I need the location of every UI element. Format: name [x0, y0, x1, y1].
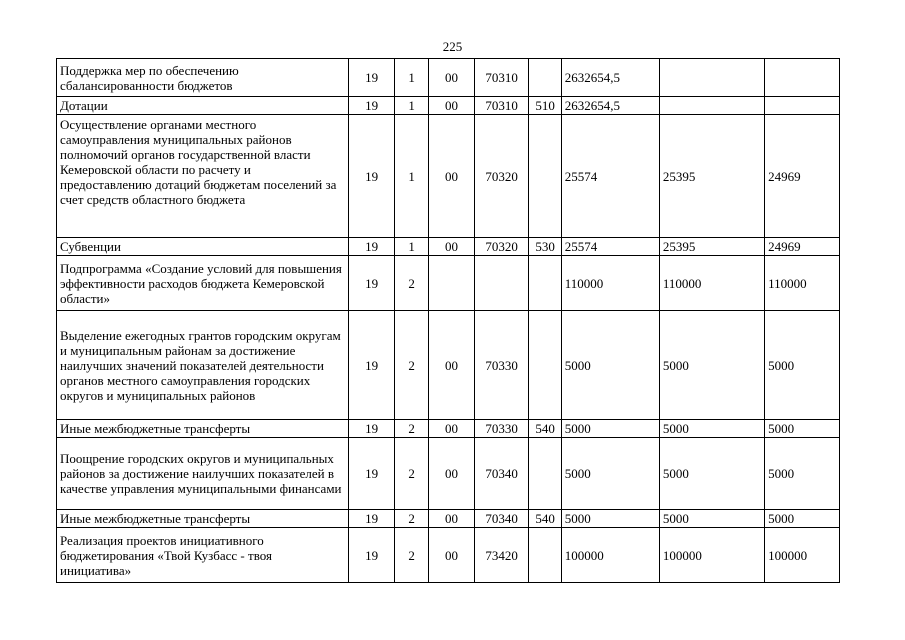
- row-code: 19: [349, 438, 395, 510]
- table-row: [57, 256, 840, 311]
- row-name: Осуществление органами местного самоуправления муниципальных районов полномочий органов государственной власти Кемеровской области по расчету и предоставлению дотаций бюджетам поселений за счет средств областного бюджета: [57, 115, 349, 238]
- row-group: 00: [429, 311, 475, 420]
- row-value-1: 2632654,5: [561, 59, 659, 97]
- table-row: [57, 59, 840, 97]
- row-value-3: [765, 97, 840, 115]
- row-group: [429, 256, 475, 311]
- row-sub: 1: [394, 115, 428, 238]
- row-code: 19: [349, 59, 395, 97]
- row-value-1: 5000: [561, 311, 659, 420]
- page-number: 225: [442, 39, 463, 54]
- row-value-2: 5000: [659, 438, 764, 510]
- row-code: 19: [349, 420, 395, 438]
- row-code: 19: [349, 256, 395, 311]
- row-value-1: 5000: [561, 438, 659, 510]
- table-row: [57, 311, 840, 420]
- row-value-2: 25395: [659, 115, 764, 238]
- row-sub: 1: [394, 59, 428, 97]
- row-name: Иные межбюджетные трансферты: [57, 510, 349, 528]
- row-group: 00: [429, 510, 475, 528]
- row-value-3: 5000: [765, 510, 840, 528]
- row-name: Подпрограмма «Создание условий для повышения эффективности расходов бюджета Кемеровской области»: [57, 256, 349, 311]
- row-csr: 70330: [474, 311, 529, 420]
- row-value-1: 100000: [561, 528, 659, 583]
- row-name: Дотации: [57, 97, 349, 115]
- row-sub: 2: [394, 438, 428, 510]
- row-sub: 1: [394, 97, 428, 115]
- row-vr: [529, 528, 561, 583]
- row-csr: 70330: [474, 420, 529, 438]
- row-vr: [529, 115, 561, 238]
- row-vr: [529, 438, 561, 510]
- row-group: 00: [429, 238, 475, 256]
- row-name: Иные межбюджетные трансферты: [57, 420, 349, 438]
- row-value-1: 5000: [561, 510, 659, 528]
- row-code: 19: [349, 311, 395, 420]
- row-group: 00: [429, 420, 475, 438]
- row-group: 00: [429, 438, 475, 510]
- row-sub: 2: [394, 528, 428, 583]
- table-row: [57, 238, 840, 256]
- budget-table: [56, 58, 840, 583]
- row-vr: [529, 311, 561, 420]
- row-value-2: 100000: [659, 528, 764, 583]
- row-csr: 70320: [474, 115, 529, 238]
- row-name: Поощрение городских округов и муниципальных районов за достижение наилучших показателей в качестве управления муниципальными финансами: [57, 438, 349, 510]
- row-csr: 70310: [474, 97, 529, 115]
- row-group: 00: [429, 115, 475, 238]
- row-name: Поддержка мер по обеспечению сбалансированности бюджетов: [57, 59, 349, 97]
- row-value-2: 5000: [659, 420, 764, 438]
- row-sub: 2: [394, 420, 428, 438]
- row-csr: 73420: [474, 528, 529, 583]
- row-value-3: 5000: [765, 311, 840, 420]
- row-value-2: [659, 59, 764, 97]
- row-vr: 540: [529, 510, 561, 528]
- row-value-2: [659, 97, 764, 115]
- table-row: [57, 115, 840, 238]
- table-row: [57, 97, 840, 115]
- row-vr: 530: [529, 238, 561, 256]
- row-sub: 1: [394, 238, 428, 256]
- row-sub: 2: [394, 311, 428, 420]
- row-vr: [529, 256, 561, 311]
- row-code: 19: [349, 510, 395, 528]
- row-name: Субвенции: [57, 238, 349, 256]
- row-group: 00: [429, 97, 475, 115]
- row-name: Выделение ежегодных грантов городским округам и муниципальным районам за достижение наилучших значений показателей деятельности органов местного самоуправления городских округов и муниципальных районов: [57, 311, 349, 420]
- row-csr: 70320: [474, 238, 529, 256]
- row-csr: 70340: [474, 510, 529, 528]
- row-vr: [529, 59, 561, 97]
- row-value-2: 5000: [659, 510, 764, 528]
- row-name: Реализация проектов инициативного бюджетирования «Твой Кузбасс - твоя инициатива»: [57, 528, 349, 583]
- row-sub: 2: [394, 256, 428, 311]
- table-row: [57, 438, 840, 510]
- row-value-3: 24969: [765, 115, 840, 238]
- table-row: [57, 510, 840, 528]
- row-value-1: 110000: [561, 256, 659, 311]
- row-code: 19: [349, 97, 395, 115]
- row-csr: 70310: [474, 59, 529, 97]
- row-value-3: 5000: [765, 438, 840, 510]
- row-code: 19: [349, 238, 395, 256]
- row-value-3: 110000: [765, 256, 840, 311]
- row-value-1: 25574: [561, 115, 659, 238]
- row-group: 00: [429, 59, 475, 97]
- row-value-1: 25574: [561, 238, 659, 256]
- row-csr: 70340: [474, 438, 529, 510]
- row-value-3: 5000: [765, 420, 840, 438]
- row-value-1: 2632654,5: [561, 97, 659, 115]
- row-code: 19: [349, 115, 395, 238]
- row-vr: 540: [529, 420, 561, 438]
- row-vr: 510: [529, 97, 561, 115]
- row-value-3: [765, 59, 840, 97]
- table-row: [57, 420, 840, 438]
- row-value-3: 100000: [765, 528, 840, 583]
- row-value-3: 24969: [765, 238, 840, 256]
- row-value-2: 25395: [659, 238, 764, 256]
- row-value-1: 5000: [561, 420, 659, 438]
- row-group: 00: [429, 528, 475, 583]
- table-row: [57, 528, 840, 583]
- row-value-2: 110000: [659, 256, 764, 311]
- row-csr: [474, 256, 529, 311]
- row-code: 19: [349, 528, 395, 583]
- row-value-2: 5000: [659, 311, 764, 420]
- row-sub: 2: [394, 510, 428, 528]
